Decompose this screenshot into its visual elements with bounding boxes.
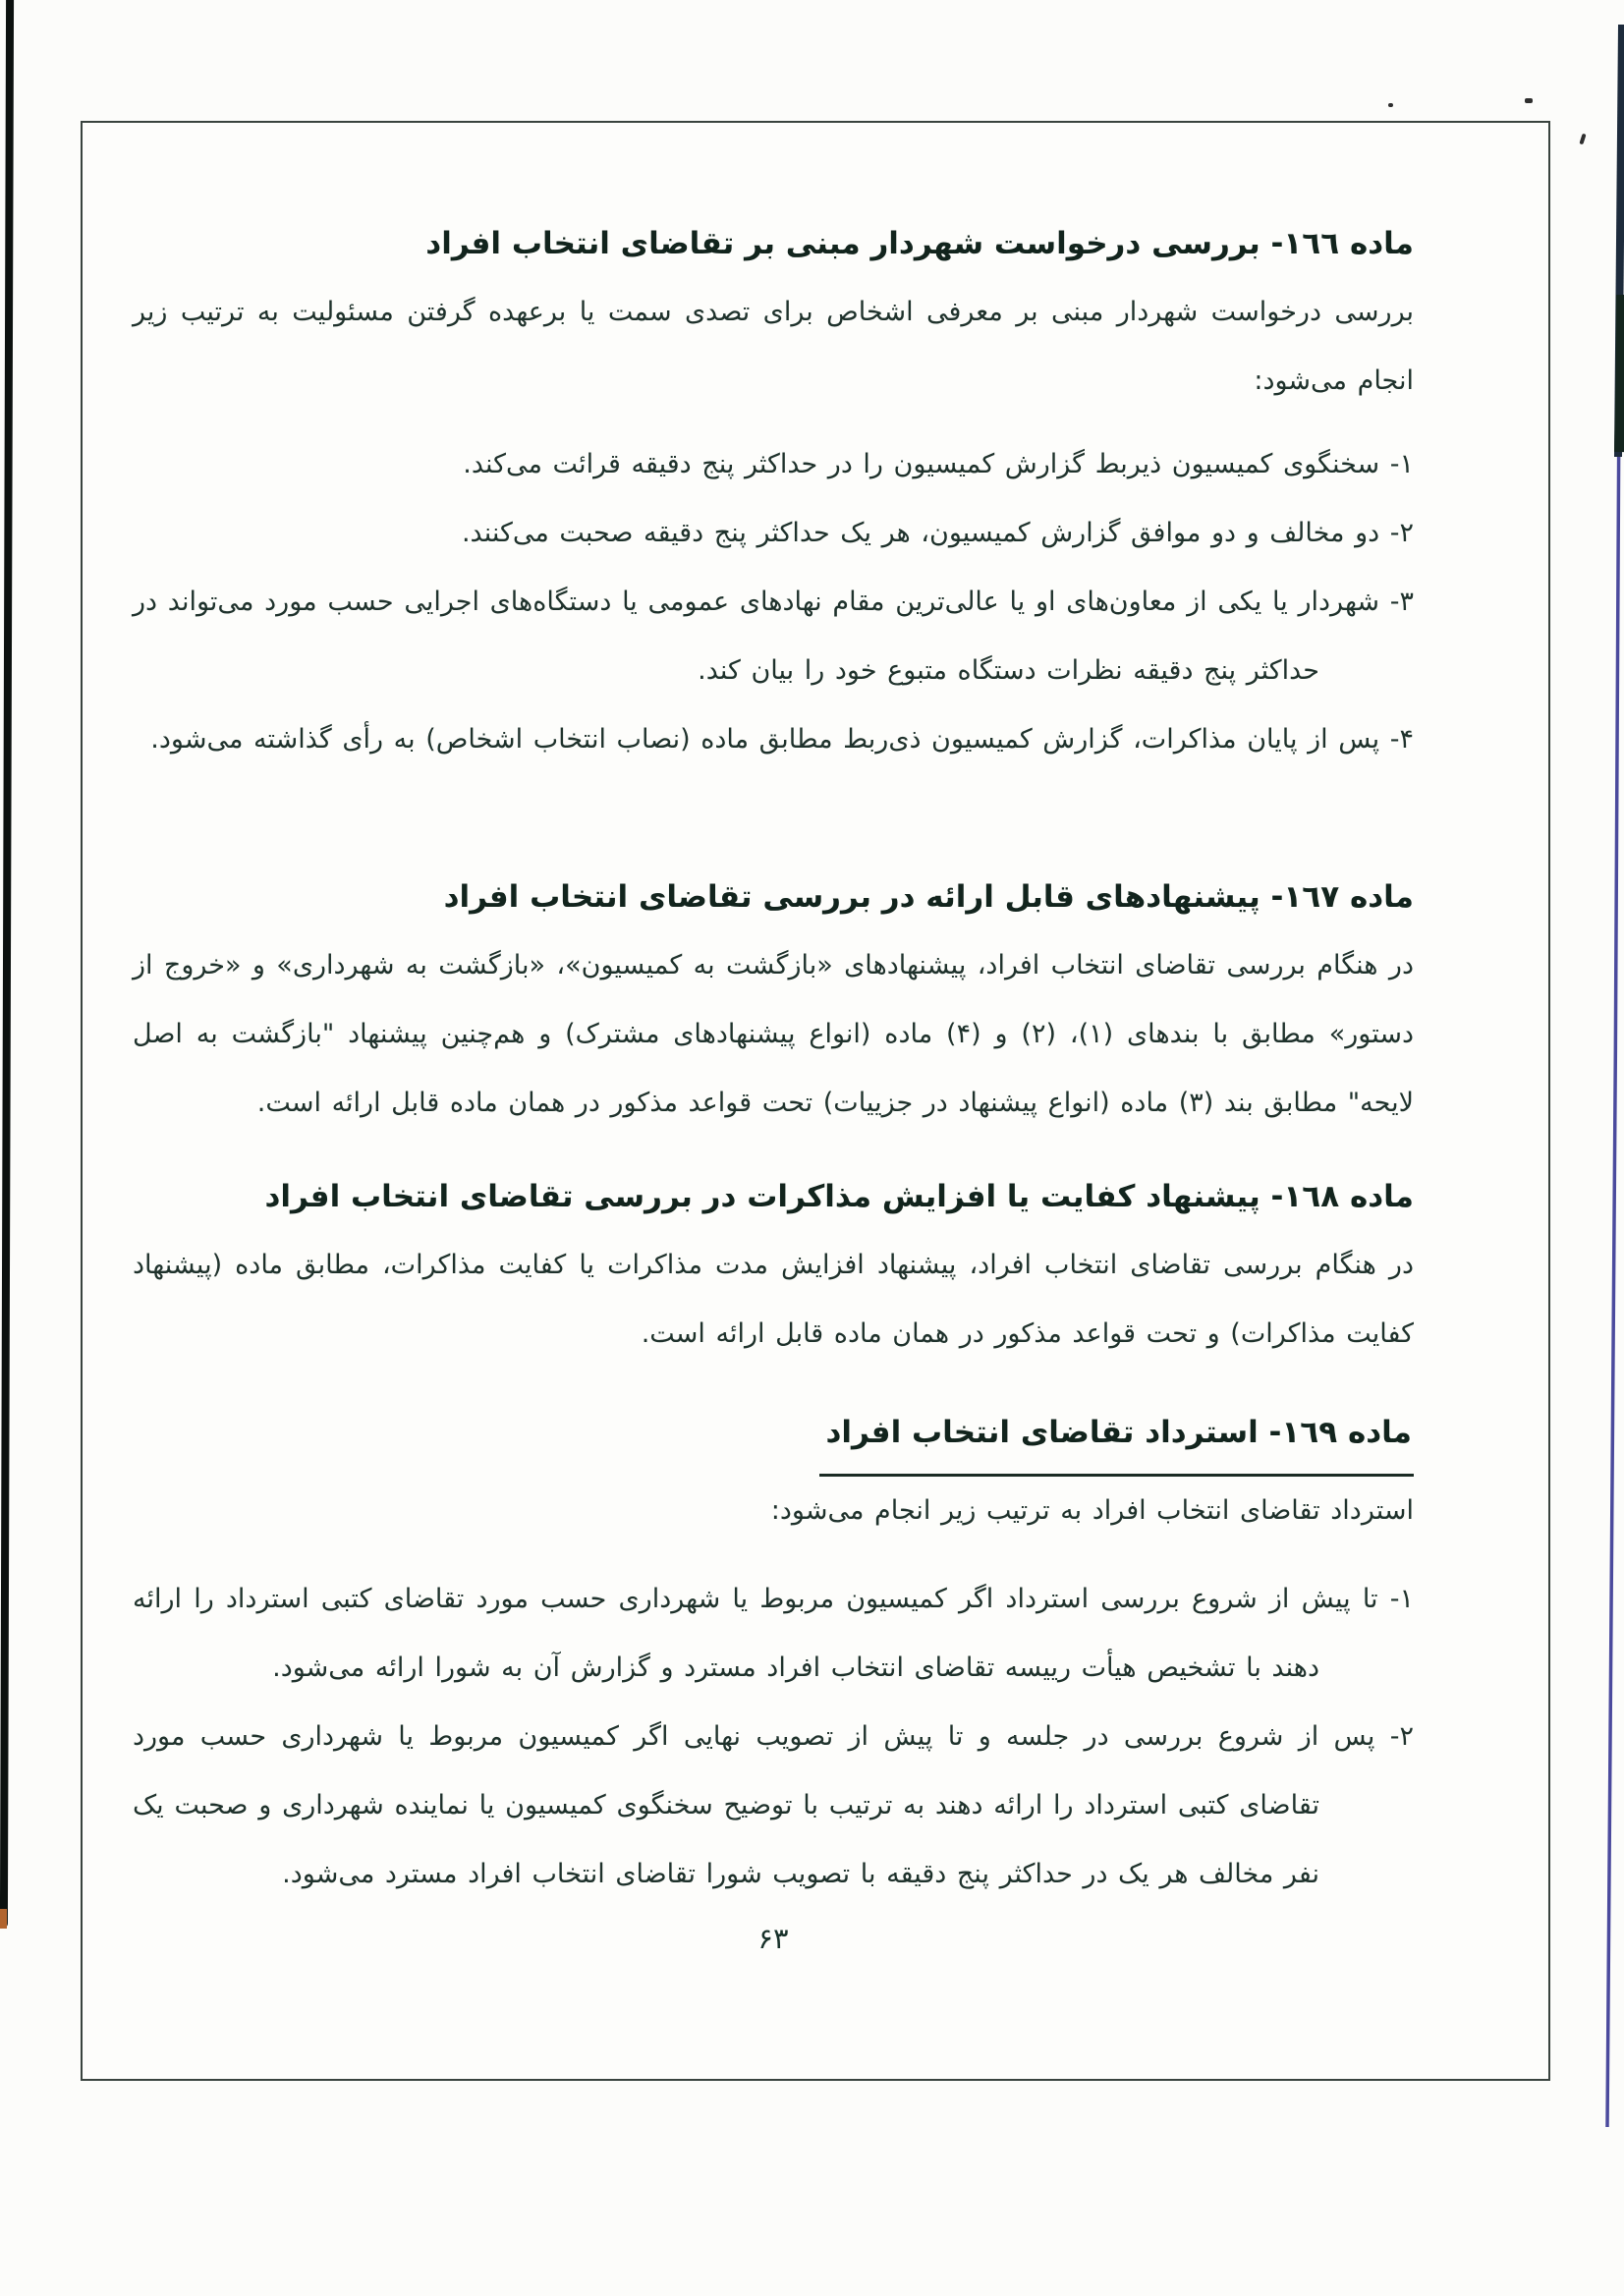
list-item: ١- سخنگوی کمیسیون ذیربط گزارش کمیسیون را در حداکثر پنج دقیقه قرائت می‌کند.	[463, 449, 1414, 479]
list-item: ٢- پس از شروع بررسی در جلسه و تا پیش از تصویب نهایی اگر کمیسیون مربوط یا شهرداری حسب مورد تقاضای کتبی استرداد را ارائه دهند به ترتیب با توضیح سخنگوی کمیسیون یا نماینده شهرداری و صحبت یک نفر مخالف هر یک در حداکثر پنج دقیقه با تصویب شورا تقاضای انتخاب افراد مسترد می‌شود.	[133, 1721, 1414, 1889]
article-168	[133, 1162, 1414, 1369]
list-item: ٢- دو مخالف و دو موافق گزارش کمیسیون، هر یک حداکثر پنج دقیقه صحبت می‌کنند.	[461, 518, 1414, 548]
list-item: ۴- پس از پایان مذاکرات، گزارش کمیسیون ذی‌ربط مطابق ماده (نصاب انتخاب اشخاص) به رأی گذاشته می‌شود.	[150, 724, 1414, 755]
article-168-body: در هنگام بررسی تقاضای انتخاب افراد، پیشنهاد افزایش مدت مذاکرات یا کفایت مذاکرات، مطابق ماده (پیشنهاد کفایت مذاکرات) و تحت قواعد مذکور در همان ماده قابل ارائه است.	[133, 1250, 1414, 1349]
article-169-list	[133, 1565, 1414, 1909]
article-168-heading: ماده ١٦٨- پیشنهاد کفایت یا افزایش مذاکرات در بررسی تقاضای انتخاب افراد	[264, 1179, 1414, 1214]
content-frame	[81, 121, 1550, 2081]
list-item: ١- تا پیش از شروع بررسی استرداد اگر کمیسیون مربوط یا شهرداری حسب مورد تقاضای کتبی استرداد را ارائه دهند با تشخیص هیأت رییسه تقاضای انتخاب افراد مسترد و گزارش آن به شورا ارائه می‌شود.	[133, 1584, 1414, 1683]
article-167-body: در هنگام بررسی تقاضای انتخاب افراد، پیشنهادهای «بازگشت به کمیسیون»، «بازگشت به شهرداری» و «خروج از دستور» مطابق با بندهای (١)، (٢) و (۴) ماده (انواع پیشنهادهای مشترک) و هم‌چنین پیشنهاد "بازگشت به اصل لایحه" مطابق بند (٣) ماده (انواع پیشنهاد در جزییات) تحت قواعد مذکور در همان ماده قابل ارائه است.	[133, 950, 1414, 1118]
article-166-list	[133, 430, 1414, 774]
article-166-heading: ماده ١٦٦- بررسی درخواست شهردار مبنی بر تقاضای انتخاب افراد	[425, 226, 1414, 261]
page-number: ۶۳	[757, 1922, 789, 1955]
ink-speck	[1388, 103, 1393, 107]
ink-speck	[1525, 98, 1533, 103]
list-item: ٣- شهردار یا یکی از معاون‌های او یا عالی‌ترین مقام نهادهای عمومی یا دستگاه‌های اجرایی حسب مورد می‌تواند در حداکثر پنج دقیقه نظرات دستگاه متبوع خود را بیان کند.	[133, 587, 1414, 686]
article-169-intro: استرداد تقاضای انتخاب افراد به ترتیب زیر انجام می‌شود:	[770, 1495, 1414, 1526]
article-167	[133, 863, 1414, 1138]
article-169-heading-text: ماده ١٦٩- استرداد تقاضای انتخاب افراد	[819, 1398, 1414, 1477]
article-167-heading: ماده ١٦٧- پیشنهادهای قابل ارائه در بررسی تقاضای انتخاب افراد	[443, 879, 1414, 915]
article-169	[133, 1398, 1414, 1909]
ink-speck	[0, 1909, 7, 1929]
article-166	[133, 209, 1414, 774]
article-166-intro: بررسی درخواست شهردار مبنی بر معرفی اشخاص برای تصدی سمت یا برعهده گرفتن مسئولیت به ترتیب زیر انجام می‌شود:	[133, 297, 1414, 396]
article-169-heading	[133, 1398, 1414, 1477]
